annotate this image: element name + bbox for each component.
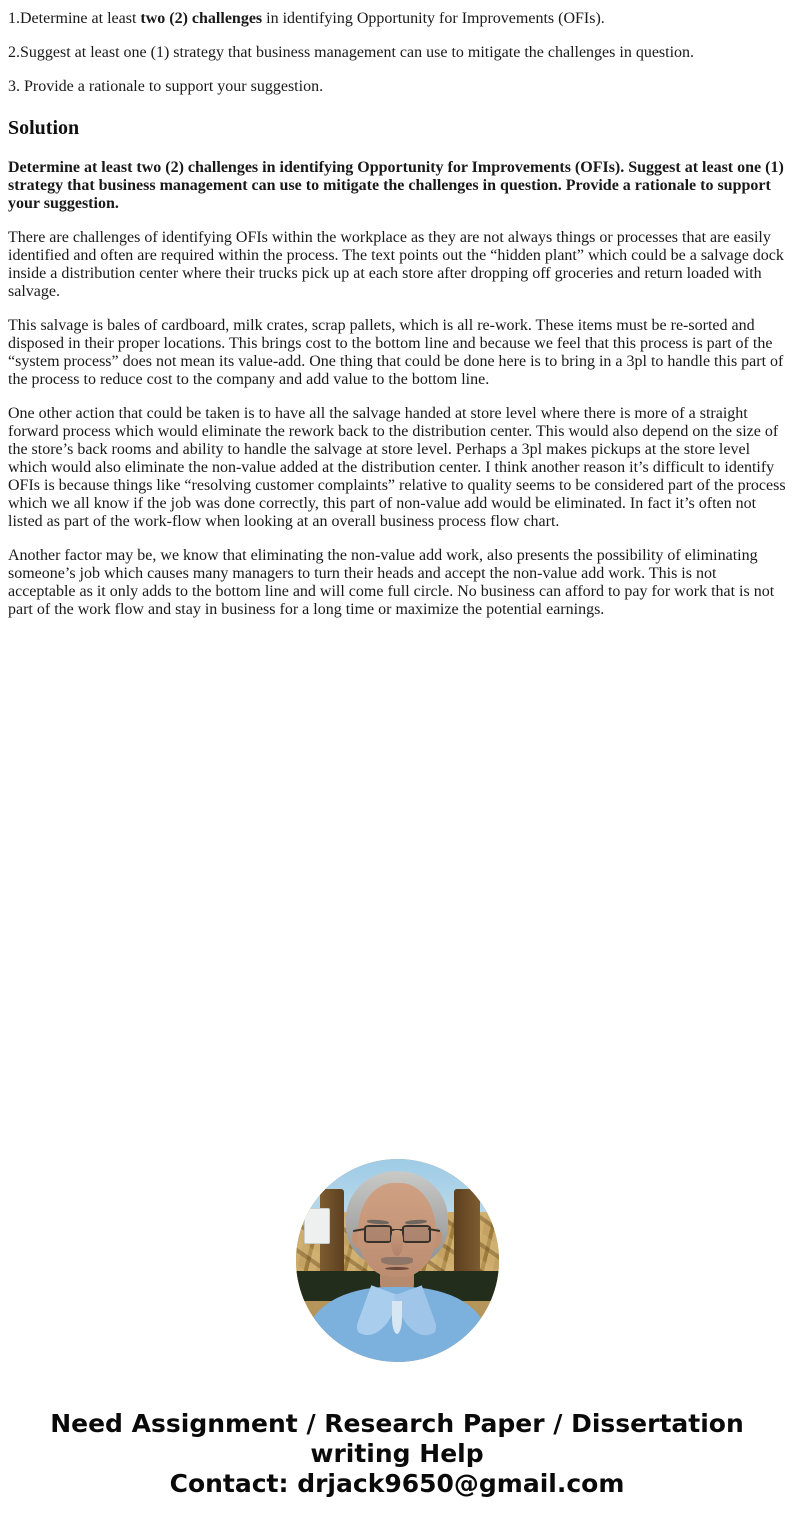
- avatar-switch-plate: [304, 1208, 330, 1245]
- avatar-glasses-lens-right: [402, 1225, 430, 1243]
- solution-heading: Solution: [8, 117, 80, 139]
- solution-paragraph-4: Another factor may be, we know that eliminating the non-value add work, also presents the possibility of eliminating someone’s job which causes many managers to turn their heads and accept the non-value add work. This is not acceptable as it only adds to the bottom line and will come full circle. No business can afford to pay for work that is not part of the work flow and stay in business for a long time or maximize the potential earnings.: [8, 547, 775, 618]
- avatar-mustache: [381, 1257, 413, 1264]
- question-item-1-bold: two (2) challenges: [140, 10, 263, 27]
- question-item-1: [8, 10, 786, 28]
- avatar-glasses-lens-left: [364, 1225, 392, 1243]
- question-item-2: 2.Suggest at least one (1) strategy that business management can use to mitigate the challenges in question.: [8, 44, 695, 61]
- footer-contact-line: Contact: drjack9650@gmail.com: [169, 1469, 625, 1498]
- footer-banner: [8, 1409, 786, 1499]
- tutor-avatar-photo: [296, 1159, 499, 1362]
- solution-paragraph-1: There are challenges of identifying OFIs within the workplace as they are not always things or processes that are easily identified and often are required within the process. The text points out the “hidden plant” which could be a salvage dock inside a distribution center where their trucks pick up at each store after dropping off groceries and return loaded with salvage.: [8, 229, 784, 300]
- footer-help-line-1: Need Assignment / Research Paper / Dissertation: [50, 1409, 744, 1438]
- solution-paragraph-2: This salvage is bales of cardboard, milk crates, scrap pallets, which is all re-work. These items must be re-sorted and disposed in their proper locations. This brings cost to the bottom line and because we feel that this process is part of the “system process” does not mean its value-add. One thing that could be done here is to bring in a 3pl to handle this part of the process to reduce cost to the company and add value to the bottom line.: [8, 317, 784, 388]
- avatar-container: [8, 1159, 786, 1362]
- question-item-1-suffix: in identifying Opportunity for Improvements (OFIs).: [262, 10, 605, 27]
- question-item-3: 3. Provide a rationale to support your suggestion.: [8, 78, 324, 95]
- solution-paragraph-3: One other action that could be taken is to have all the salvage handed at store level where there is more of a straight forward process which would eliminate the rework back to the distribution center. This would also depend on the size of the store’s back rooms and ability to handle the salvage at store level. Perhaps a 3pl makes pickups at the store level which would also eliminate the non-value added at the distribution center. I think another reason it’s difficult to identify OFIs is because things like “resolving customer complaints” relative to quality seems to be considered part of the process which we all know if the job was done correctly, this part of non-value add would be eliminated. In fact it’s often not listed as part of the work-flow when looking at an overall business process flow chart.: [8, 405, 786, 530]
- restated-question: Determine at least two (2) challenges in identifying Opportunity for Improvements (OFIs). Suggest at least one (1) strategy that business management can use to mitigate the challenges in question. Provide a rationale to support your suggestion.: [8, 159, 784, 212]
- footer-help-line-2: writing Help: [310, 1439, 484, 1468]
- avatar-nose: [391, 1230, 402, 1256]
- question-item-1-prefix: 1.Determine at least: [8, 10, 141, 27]
